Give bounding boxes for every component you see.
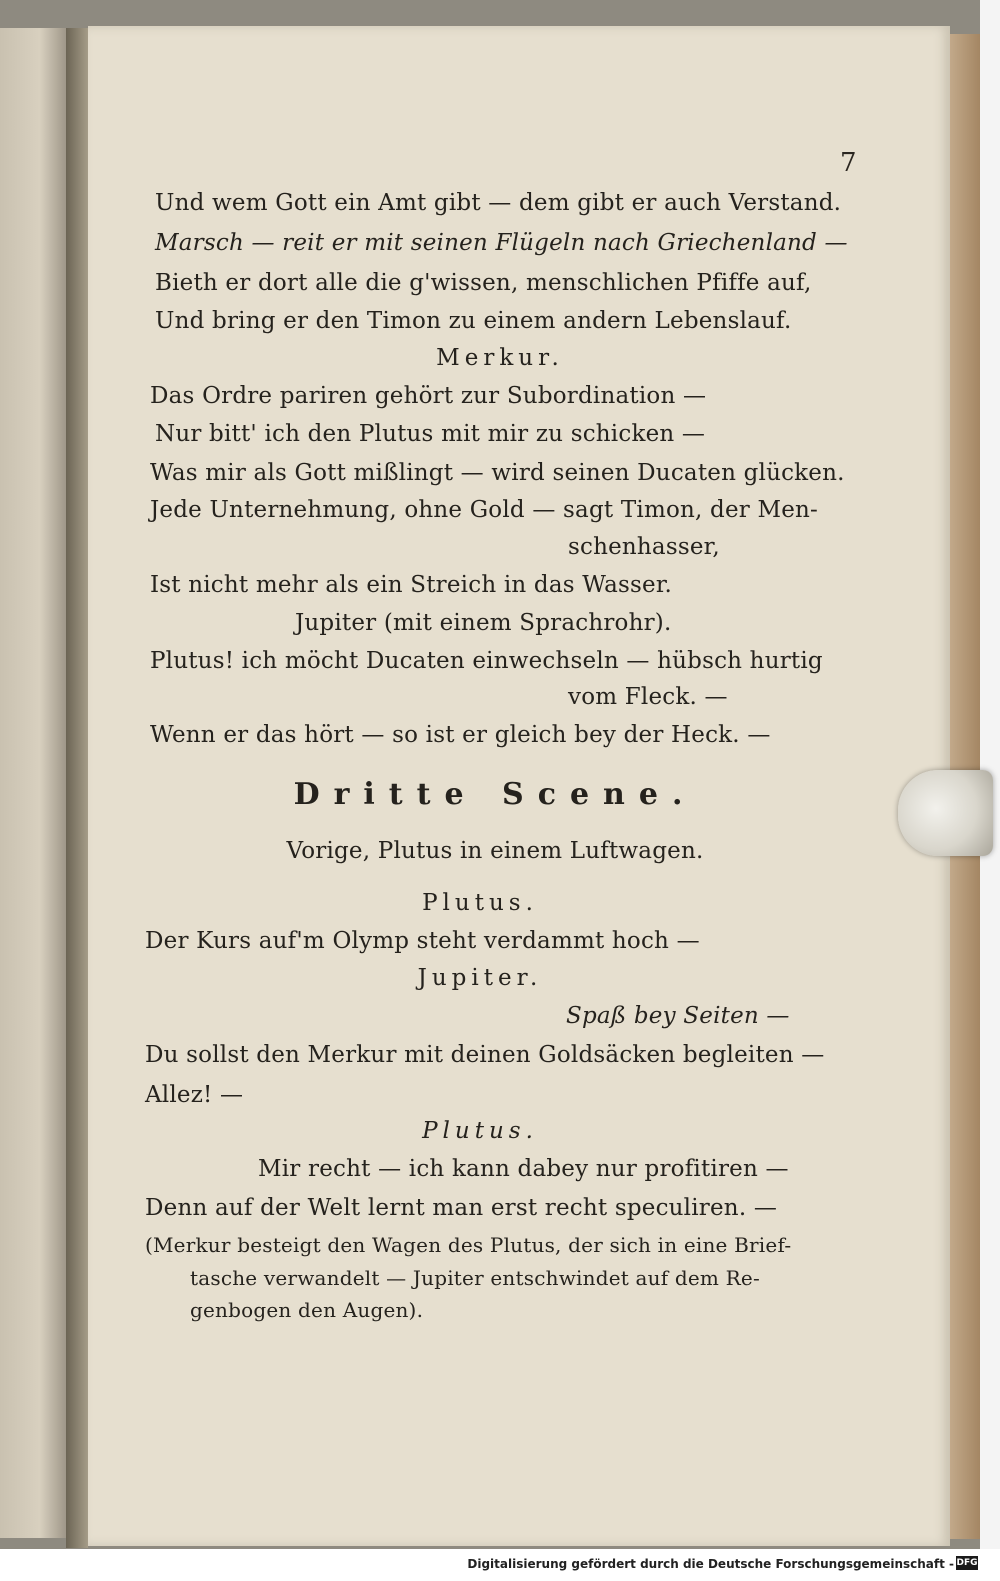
stage-direction: Vorige, Plutus in einem Luftwagen. [286,838,704,864]
stage-direction: genbogen den Augen). [190,1298,424,1322]
text-line: Mir recht — ich kann dabey nur profitiren — [258,1156,789,1182]
page-clip [898,770,993,856]
text-line: Was mir als Gott mißlingt — wird seinen Ducaten glücken. [150,460,845,486]
speaker-name: Plutus. [422,1118,538,1144]
text-line: Nur bitt' ich den Plutus mit mir zu schicken — [155,421,706,447]
scene-heading: Dritte Scene. [293,777,697,812]
funding-credit: Digitalisierung gefördert durch die Deutsche Forschungsgemeinschaft - [467,1557,954,1571]
stage-direction: tasche verwandelt — Jupiter entschwindet auf dem Re- [190,1266,760,1290]
left-page-edge [0,28,66,1538]
text-line: Ist nicht mehr als ein Streich in das Wasser. [150,572,673,598]
text-line: Der Kurs auf'm Olymp steht verdammt hoch — [145,928,700,954]
text-line: Und wem Gott ein Amt gibt — dem gibt er auch Verstand. [155,190,842,216]
text-line: Spaß bey Seiten — [566,1003,790,1029]
text-line: Allez! — [145,1082,244,1108]
stage-direction: (Merkur besteigt den Wagen des Plutus, der sich in eine Brief- [145,1233,792,1257]
speaker-name: Merkur. [436,345,564,371]
speaker-name: Plutus. [422,890,538,916]
text-line: Jede Unternehmung, ohne Gold — sagt Timon, der Men- [150,497,819,523]
text-line: vom Fleck. — [568,684,728,710]
text-line: Du sollst den Merkur mit deinen Goldsäcken begleiten — [145,1042,825,1068]
page-number: 7 [840,148,857,178]
text-line: Marsch — reit er mit seinen Flügeln nach Griechenland — [155,230,848,256]
text-line: Das Ordre pariren gehört zur Subordination — [150,383,707,409]
speaker-name: Jupiter (mit einem Sprachrohr). [295,610,672,636]
text-line: Plutus! ich möcht Ducaten einwechseln — hübsch hurtig [150,648,823,674]
book-gutter [66,28,88,1548]
text-line: schenhasser, [568,534,720,560]
speaker-name: Jupiter. [417,965,543,991]
text-line: Denn auf der Welt lernt man erst recht speculiren. — [145,1195,778,1221]
text-line: Wenn er das hört — so ist er gleich bey der Heck. — [150,722,771,748]
text-line: Und bring er den Timon zu einem andern Lebenslauf. [155,308,792,334]
text-line: Bieth er dort alle die g'wissen, menschlichen Pfiffe auf, [155,270,812,296]
dfg-logo: DFG [956,1558,978,1568]
